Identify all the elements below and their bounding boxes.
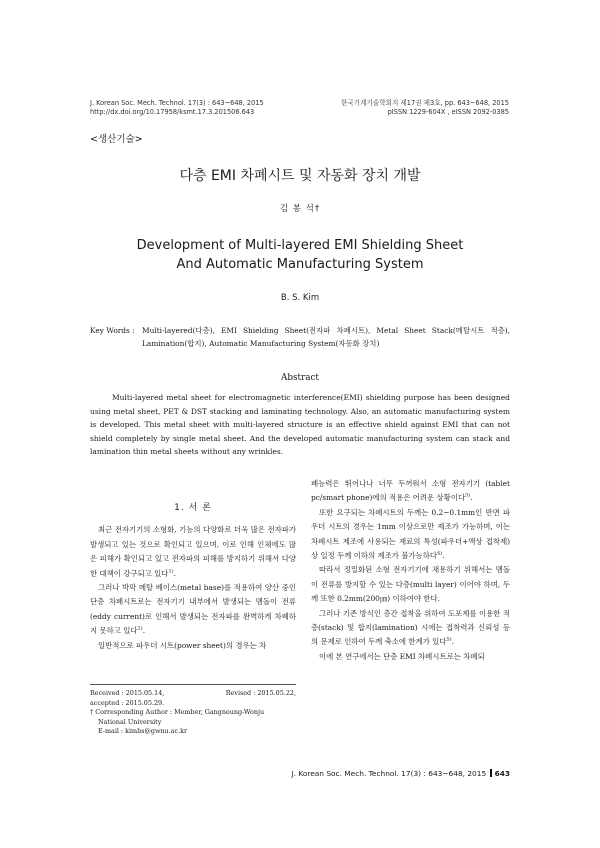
issn: pISSN 1229-604X , eISSN 2092-0385 <box>387 108 509 116</box>
paragraph: 이에 본 연구에서는 단층 EMI 차폐시트로는 차폐되 <box>319 651 485 661</box>
reference-marker[interactable]: 3) <box>465 492 471 499</box>
keywords-text: Multi-layered(다층), EMI Shielding Sheet(전자파 차폐시트), Metal Sheet Stack(메탈시트 적층), Lamination(합지), Automatic Manufacturing System(자동화 장치) <box>142 326 510 348</box>
keywords-label: Key Words : <box>90 326 135 335</box>
title-english <box>0 236 600 274</box>
reference-marker[interactable]: 5) <box>446 637 452 643</box>
category-label: <생산기술> <box>90 134 143 145</box>
university: National University <box>98 717 162 726</box>
journal-citation: J. Korean Soc. Mech. Technol. 17(3) : 643~648, 2015 <box>90 99 264 107</box>
journal-citation-korean: 한국기계기술학회지 제17권 제3호, pp. 643~648, 2015 <box>340 99 509 107</box>
email[interactable]: E-mail : kimbs@gwnu.ac.kr <box>98 727 188 736</box>
left-column <box>90 501 296 653</box>
footnote-divider <box>90 684 296 685</box>
received-date: Received : 2015.05.14, <box>90 689 165 697</box>
doi-link[interactable]: http://dx.doi.org/10.17958/ksmt.17.3.201506.643 <box>90 108 255 116</box>
paragraph: 또한 요구되는 차폐시트의 두께는 0.2~0.1mm인 반면 파우더 시트의 경우는 1mm 이상으로만 제조가 가능하며, 이는 차폐시트 제조에 사용되는 재료의 특성(파우더+액상 접착제)상 일정 두께 이하의 제조가 불가능하다$^{4)}$. <box>311 507 510 561</box>
paragraph: 일반적으로 파우더 시트(power sheet)의 경우는 차 <box>98 640 267 650</box>
footer-separator <box>490 769 491 777</box>
keywords <box>90 324 510 350</box>
section-heading: 1. 서 론 <box>174 503 212 513</box>
paragraph: 폐능력은 뛰어나나 너무 두꺼워서 소형 전자기기 (tablet pc/smart phone)에의 적용은 어려운 상황이다$^{3)}$. <box>311 479 510 503</box>
page-number: 643 <box>494 769 510 778</box>
accepted-date: accepted : 2015.05.29. <box>90 698 165 707</box>
paragraph: 그러나 기존 방식인 층간 접착을 위하여 도포제를 이용한 적층(stack) 및 합지(lamination) 시에는 접착력과 신뢰성 등의 문제로 인하여 두께 축소에 한계가 있다$^{5)}$. <box>311 608 510 647</box>
reference-marker[interactable]: 2) <box>137 625 143 632</box>
footer-citation: J. Korean Soc. Mech. Technol. 17(3) : 643~648, 2015 <box>291 769 487 778</box>
author-korean: 김 봉 석† <box>279 204 321 214</box>
title-english-line2: And Automatic Manufacturing System <box>176 257 424 272</box>
title-english-line1: Development of Multi-layered EMI Shielding Sheet <box>136 238 464 253</box>
footnote <box>90 689 296 737</box>
corresponding-author: † Corresponding Author : Member, Gangneung-Wonju <box>90 708 265 717</box>
revised-date: Revised : 2015.05.22, <box>225 689 296 697</box>
paragraph: 따라서 정밀화된 소형 전자기기에 채용하기 위해서는 맴돌이 전류를 방지할 수 있는 다층(multi layer) 이어야 하며, 두께 또한 0.2mm(200㎛) 이하여야 한다. <box>311 565 510 604</box>
abstract-heading: Abstract <box>281 373 319 383</box>
paragraph: 그러나 박막 메탈 베이스(metal base)를 적용하여 양산 중인 단층 차폐시트로는 전자기기 내부에서 발생되는 맴돌이 전류(eddy current)로 인해서 발생되는 전자파를 완벽하게 차폐하지 못하고 있다$^{2)}$. <box>90 583 296 636</box>
title-korean: 다층 EMI 차폐시트 및 자동화 장치 개발 <box>179 168 421 184</box>
journal-header-right <box>341 99 509 117</box>
paragraph: 최근 전자기기의 소형화, 기능의 다양화로 더욱 많은 전자파가 발생되고 있는 것으로 확인되고 있으며, 이로 인해 인체에도 많은 피해가 확인되고 있고 전자파의 피해를 방지하기 위해서 다양한 대책이 강구되고 있다$^{1)}$. <box>90 525 296 578</box>
author-english: B. S. Kim <box>280 293 320 303</box>
reference-marker[interactable]: 1) <box>168 568 174 575</box>
journal-header-left <box>90 99 264 117</box>
abstract-body: Multi-layered metal sheet for electromagnetic interference(EMI) shielding purpose has been designed using metal sheet, PET & DST stacking and laminating technology. Also, an automatic manufacturing system is developed. This metal sheet with multi-layered structure is an effective shield against EMI that can not shield completely by single metal sheet. And the developed automatic manufacturing system can stack and lamination thin metal sheets without any wrinkles. <box>90 393 510 456</box>
page-footer <box>291 769 510 778</box>
right-column <box>311 477 510 664</box>
footnote-dates <box>90 689 296 699</box>
reference-marker[interactable]: 4) <box>436 550 443 557</box>
